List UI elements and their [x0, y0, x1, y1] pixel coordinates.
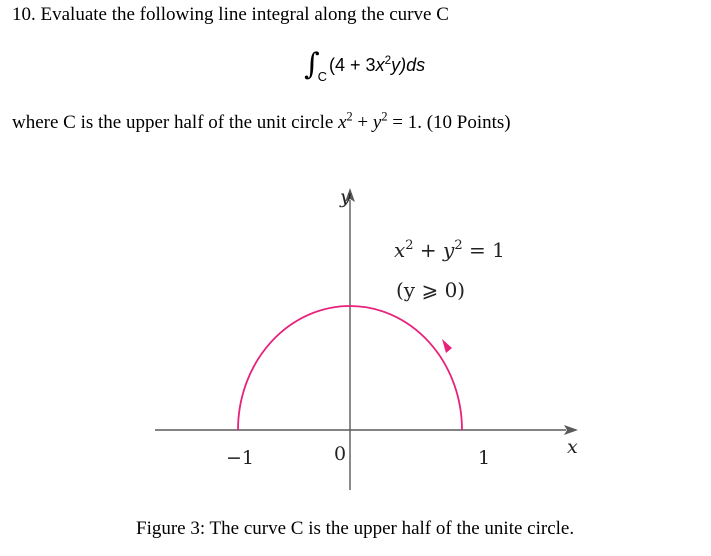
- tick-label-one: 1: [478, 447, 491, 469]
- figure-caption: Figure 3: The curve C is the upper half of the unite circle.: [136, 518, 575, 539]
- x-axis-label: x: [567, 436, 578, 458]
- curve-equation-label: $x^2 + y^2 = 1$: [394, 238, 505, 262]
- curve-direction-arrowhead: [442, 339, 452, 353]
- curve-description: where C is the upper half of the unit circle $x^2 + y^2 = 1$. (10 Points): [12, 109, 511, 133]
- tick-label-neg-one: −1: [226, 447, 255, 469]
- question-title: 10. Evaluate the following line integral along the curve C: [12, 4, 449, 25]
- integrand: $(4 + 3x^2y)ds$: [329, 53, 426, 75]
- integral-sign: ∫: [304, 47, 320, 82]
- tick-label-origin: 0: [334, 443, 347, 465]
- curve-condition-label: (y ⩾ 0): [396, 278, 466, 302]
- integral-subscript: C: [317, 69, 328, 85]
- x-axis-arrowhead: [564, 425, 578, 435]
- y-axis-label: y: [340, 186, 351, 208]
